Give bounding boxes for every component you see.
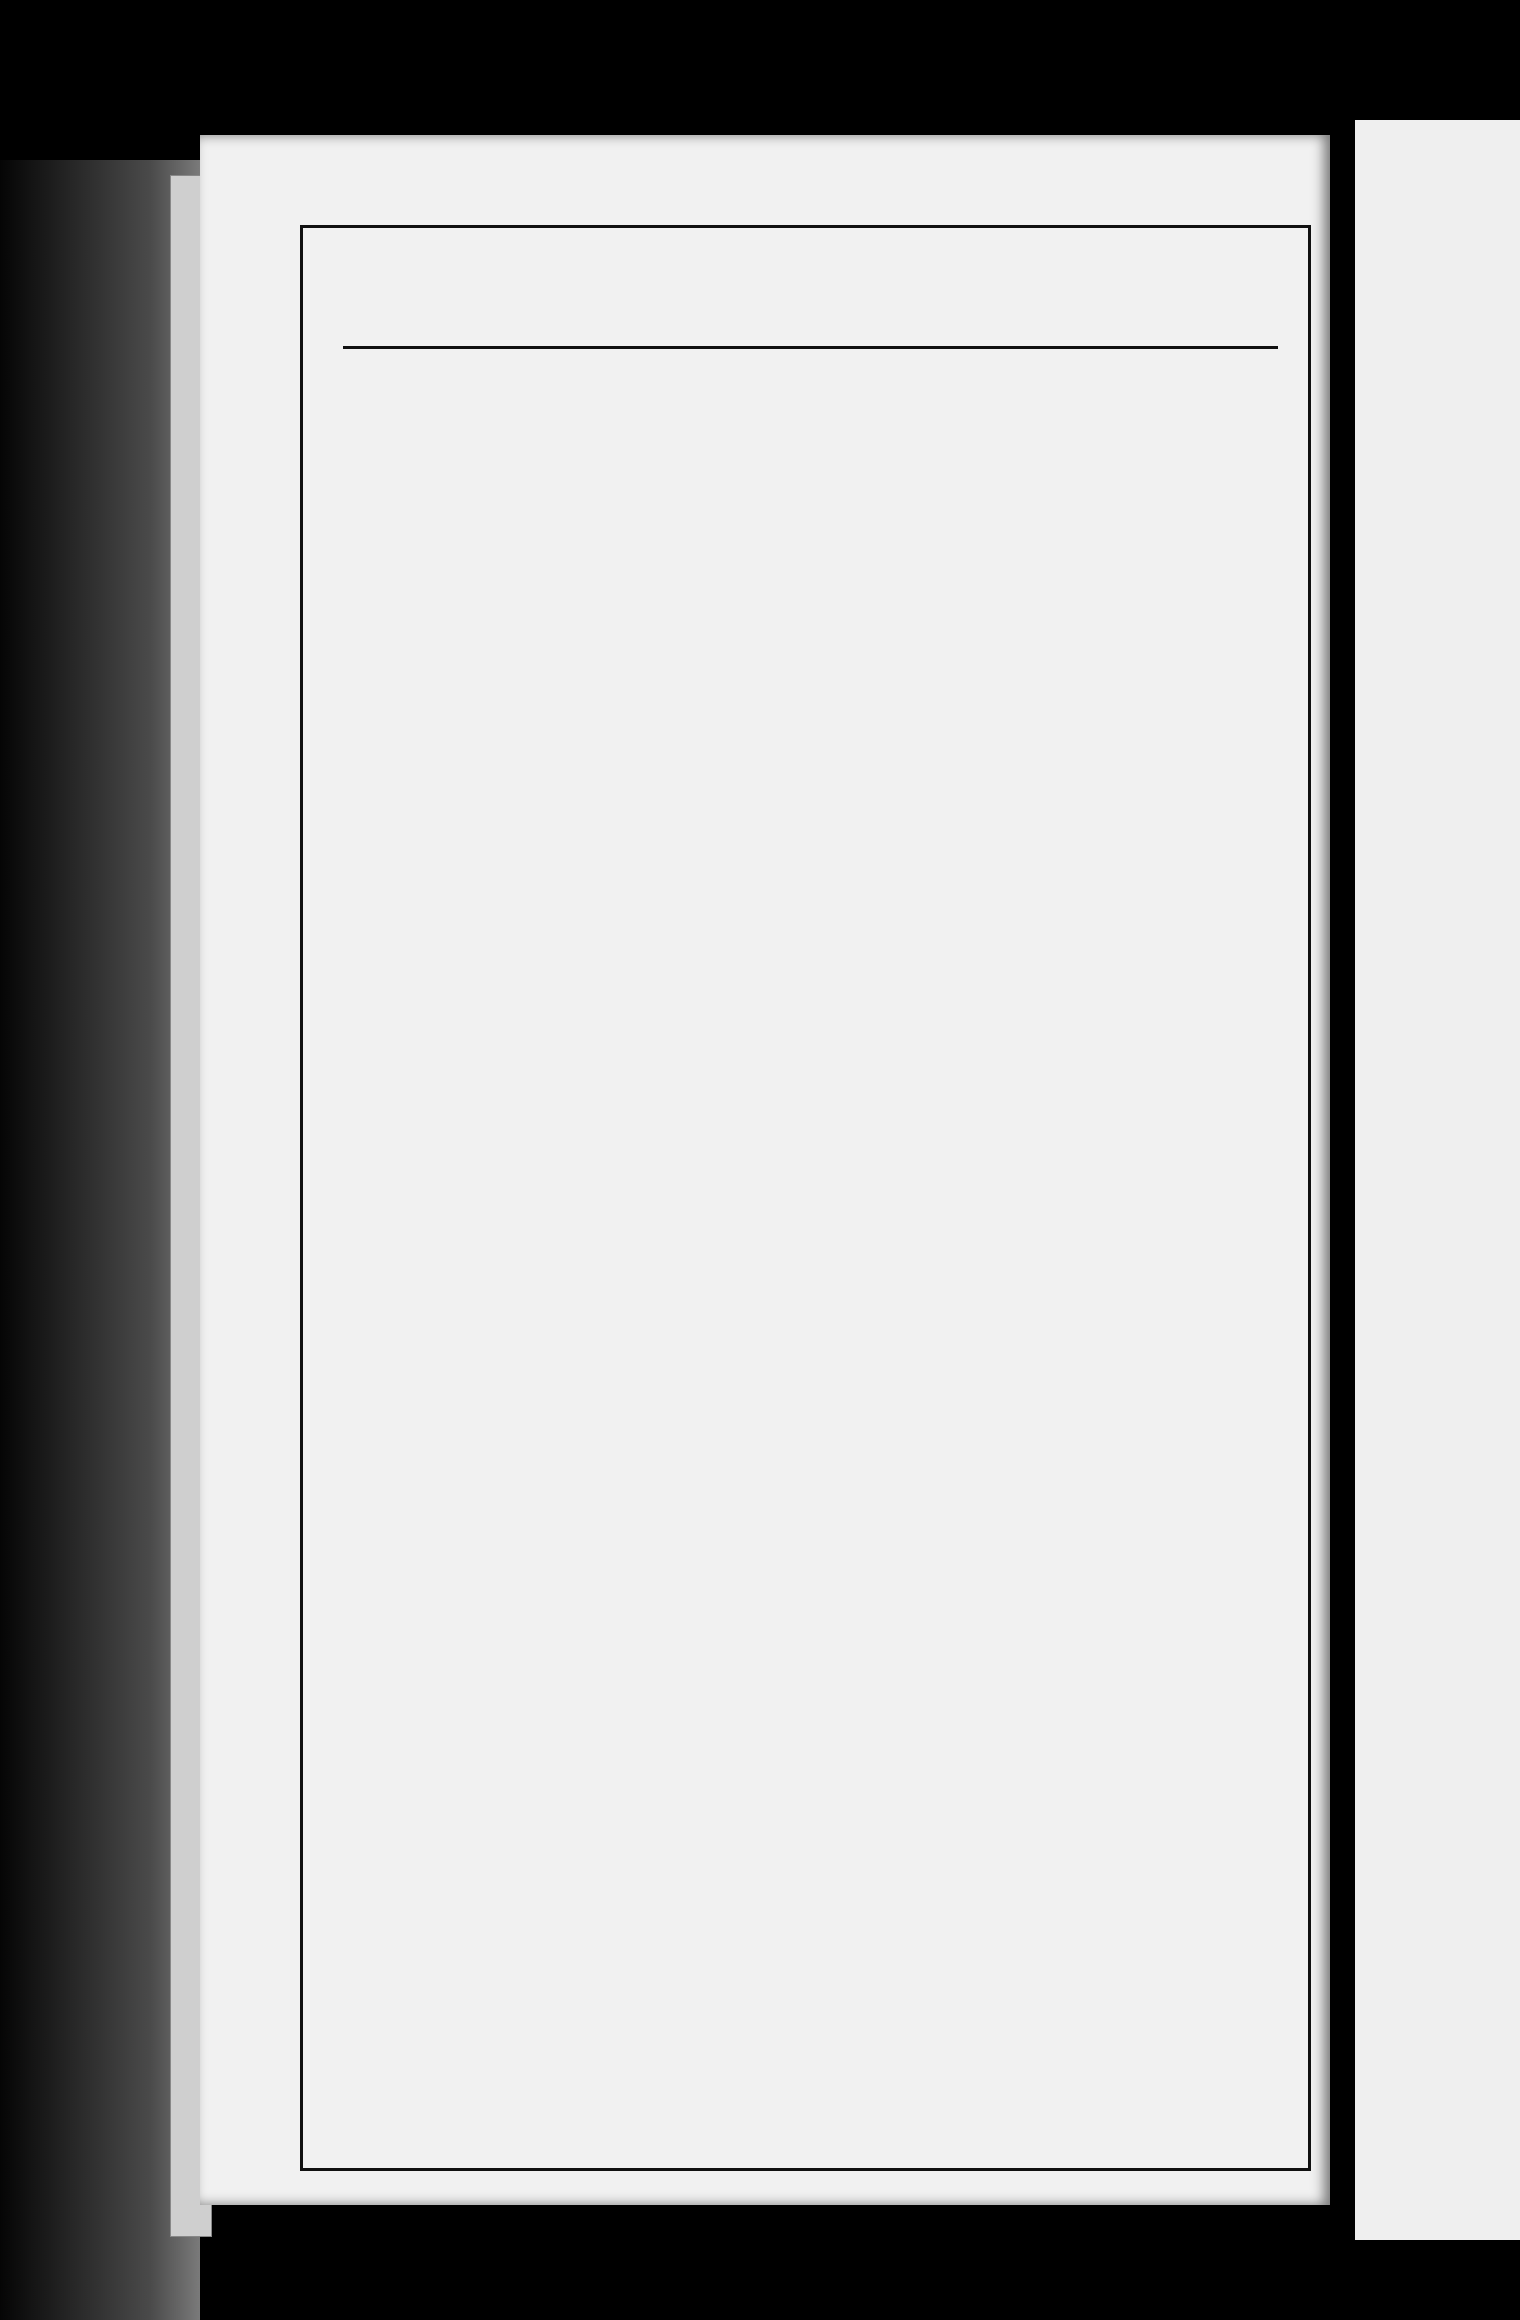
calendar-page-october xyxy=(200,135,1330,2205)
header-rule xyxy=(343,346,1278,349)
calendar-frame xyxy=(300,225,1311,2171)
page-header xyxy=(303,228,1308,338)
facing-page-november xyxy=(1355,120,1520,2240)
